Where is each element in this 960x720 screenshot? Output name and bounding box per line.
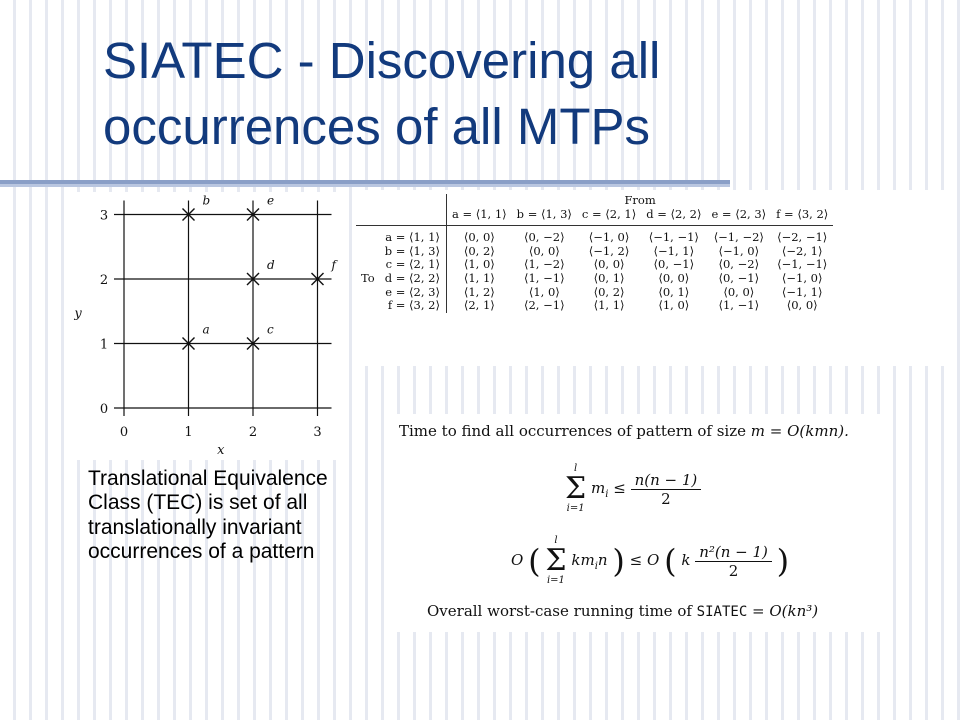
- table-cell: ⟨0, 0⟩: [593, 257, 625, 272]
- fraction-2-denominator: 2: [728, 561, 739, 580]
- sum-upper-limit: l: [574, 463, 578, 474]
- kmi-term: km: [571, 551, 595, 569]
- table-cell: ⟨0, −2⟩: [718, 257, 760, 272]
- le-sign-2: ≤: [629, 551, 643, 569]
- table-corner-blank: [380, 208, 447, 226]
- table-row: [356, 286, 833, 300]
- table-cell: ⟨−1, −1⟩: [648, 230, 699, 245]
- sigma-symbol: Σ: [565, 471, 587, 506]
- sum2-lower-limit: i=1: [546, 575, 565, 586]
- table-to-label: To: [361, 270, 375, 285]
- y-tick-label: 2: [99, 273, 109, 288]
- fraction-1-denominator: 2: [661, 489, 671, 508]
- big-o-left: O: [511, 551, 524, 569]
- table-cell: ⟨0, 0⟩: [658, 270, 690, 285]
- table-corner-blank: [356, 194, 380, 208]
- table-cell: ⟨0, −2⟩: [524, 230, 565, 245]
- point-label-f: f: [331, 258, 336, 272]
- table-cell: ⟨−1, 0⟩: [588, 230, 630, 245]
- sum-term-sub: i: [605, 489, 609, 500]
- table-cell: ⟨1, −1⟩: [718, 298, 760, 313]
- table-cell: ⟨1, 0⟩: [446, 258, 511, 272]
- le-sign-1: ≤: [613, 479, 626, 497]
- table-to-label: [356, 299, 380, 313]
- sum2-upper-limit: l: [554, 535, 558, 546]
- complexity-formulas: [393, 414, 887, 632]
- table-cell: ⟨−1, 2⟩: [588, 243, 630, 258]
- table-cell: ⟨−1, 0⟩: [718, 243, 760, 258]
- table-cell: ⟨1, 1⟩: [446, 272, 511, 286]
- table-cell: ⟨0, 2⟩: [593, 284, 625, 299]
- x-tick-label: 3: [313, 425, 322, 440]
- table-cell: ⟨−1, −1⟩: [777, 257, 828, 272]
- table-header-row: [356, 208, 833, 226]
- table-cell: ⟨0, −1⟩: [718, 270, 760, 285]
- table-cell: ⟨−1, 0⟩: [781, 270, 823, 285]
- x-tick-label: 1: [184, 425, 193, 440]
- x-axis-label: x: [217, 443, 225, 458]
- sum-operator-2: [545, 536, 566, 586]
- paren-open-left: (: [528, 542, 541, 580]
- table-row: [356, 258, 833, 272]
- table-cell: ⟨0, 0⟩: [723, 284, 755, 299]
- table-row-label: a = ⟨1, 1⟩: [385, 230, 440, 245]
- table-cell: ⟨1, 0⟩: [658, 298, 690, 313]
- table-row: [356, 299, 833, 313]
- translation-vector-table: [356, 194, 833, 313]
- table-from-row: [356, 194, 833, 208]
- point-label-a: a: [202, 322, 210, 337]
- paren-open-right: (: [664, 542, 677, 580]
- table-to-label: [356, 226, 380, 245]
- point-label-e: e: [267, 193, 275, 208]
- table-cell: ⟨1, 2⟩: [446, 286, 511, 300]
- x-tick-label: 0: [119, 425, 129, 440]
- slide-title: SIATEC - Discovering all occurrences of all MTPs: [103, 32, 661, 155]
- y-tick-label: 0: [99, 402, 109, 417]
- table-row: [356, 226, 833, 245]
- sum-term: m: [591, 479, 606, 497]
- table-row: [356, 245, 833, 259]
- table-row-label: b = ⟨1, 3⟩: [384, 243, 440, 258]
- formula-line-4-code: SIATEC: [696, 604, 748, 620]
- x-tick-label: 2: [248, 425, 258, 440]
- table-cell: ⟨2, −1⟩: [524, 298, 565, 313]
- point-set-plot-svg: [70, 192, 342, 460]
- table-cell: ⟨−1, 1⟩: [653, 243, 695, 258]
- table-cell: ⟨0, 1⟩: [658, 284, 690, 299]
- formula-line-4: [427, 602, 818, 620]
- table-cell: ⟨−1, 1⟩: [781, 284, 823, 299]
- table-cell: ⟨0, 0⟩: [786, 298, 818, 313]
- table-corner-blank: [356, 208, 380, 226]
- table-corner-blank: [380, 194, 447, 208]
- table-cell: ⟨1, −1⟩: [524, 270, 565, 285]
- table-to-label: [356, 258, 380, 272]
- table-column-header: f = ⟨3, 2⟩: [771, 208, 833, 226]
- formula-sum-inequality: [565, 464, 701, 514]
- paren-close-right: ): [776, 542, 790, 580]
- table-cell: ⟨1, 1⟩: [593, 298, 625, 313]
- fraction-1-numerator: n(n − 1): [631, 471, 702, 490]
- sum-operator: [565, 464, 586, 514]
- sum-lower-limit: i=1: [566, 503, 585, 514]
- table-column-header: c = ⟨2, 1⟩: [577, 208, 641, 226]
- fraction-2: [695, 543, 772, 580]
- table-cell: ⟨−2, −1⟩: [777, 230, 828, 245]
- big-o-right: O: [646, 551, 660, 569]
- table-column-header: d = ⟨2, 2⟩: [641, 208, 706, 226]
- point-label-c: c: [267, 322, 274, 337]
- formula-line-4-math: = O(kn³): [747, 602, 819, 620]
- sigma-symbol-2: Σ: [545, 543, 567, 578]
- table-column-header: b = ⟨1, 3⟩: [512, 208, 577, 226]
- table-row-label: f = ⟨3, 2⟩: [387, 298, 440, 313]
- y-tick-label: 1: [99, 337, 109, 353]
- formula-big-o-inequality: [511, 536, 789, 586]
- table-to-label: [356, 286, 380, 300]
- table-row: [356, 272, 833, 286]
- point-label-d: d: [267, 258, 275, 272]
- y-tick-label: 3: [99, 208, 109, 224]
- table-cell: ⟨1, −2⟩: [524, 257, 565, 272]
- kmi-n: n: [597, 551, 608, 569]
- table-cell: ⟨0, 0⟩: [528, 243, 560, 258]
- formula-line-1-text: Time to find all occurrences of pattern of size: [399, 422, 751, 440]
- fraction-2-numerator: n²(n − 1): [695, 543, 772, 562]
- translation-vector-table-panel: [352, 190, 956, 366]
- table-from-label: From: [446, 194, 833, 208]
- formula-line-1-math: m = O(kmn).: [750, 422, 849, 440]
- y-axis-label: y: [74, 306, 82, 322]
- table-cell: ⟨0, 2⟩: [446, 245, 511, 259]
- table-cell: ⟨2, 1⟩: [446, 299, 511, 313]
- formula-line-4-text: Overall worst-case running time of: [427, 602, 697, 620]
- table-row-label: c = ⟨2, 1⟩: [385, 257, 440, 272]
- title-underline-shadow: [0, 184, 730, 187]
- table-cell: ⟨0, −1⟩: [653, 257, 695, 272]
- table-column-header: e = ⟨2, 3⟩: [706, 208, 771, 226]
- table-column-header: a = ⟨1, 1⟩: [446, 208, 511, 226]
- table-row-label: d = ⟨2, 2⟩: [384, 270, 440, 285]
- table-to-label: [356, 245, 380, 259]
- fraction-1: [631, 471, 702, 508]
- paren-close-left: ): [612, 542, 625, 580]
- k-lead: k: [681, 551, 691, 569]
- kmi-sub: i: [594, 561, 598, 572]
- table-cell: ⟨−2, 1⟩: [781, 243, 823, 258]
- point-label-b: b: [202, 193, 211, 208]
- table-cell: ⟨−1, −2⟩: [713, 230, 764, 245]
- table-cell: ⟨0, 0⟩: [446, 226, 511, 245]
- table-cell: ⟨0, 1⟩: [593, 270, 625, 285]
- formula-line-1: [399, 422, 849, 440]
- tec-definition-text: Translational Equivalence Class (TEC) is set of all translationally invariant occurrences of a pattern: [88, 467, 328, 564]
- table-cell: ⟨1, 0⟩: [528, 284, 560, 299]
- table-row-label: e = ⟨2, 3⟩: [385, 284, 440, 299]
- point-set-plot: [70, 192, 342, 460]
